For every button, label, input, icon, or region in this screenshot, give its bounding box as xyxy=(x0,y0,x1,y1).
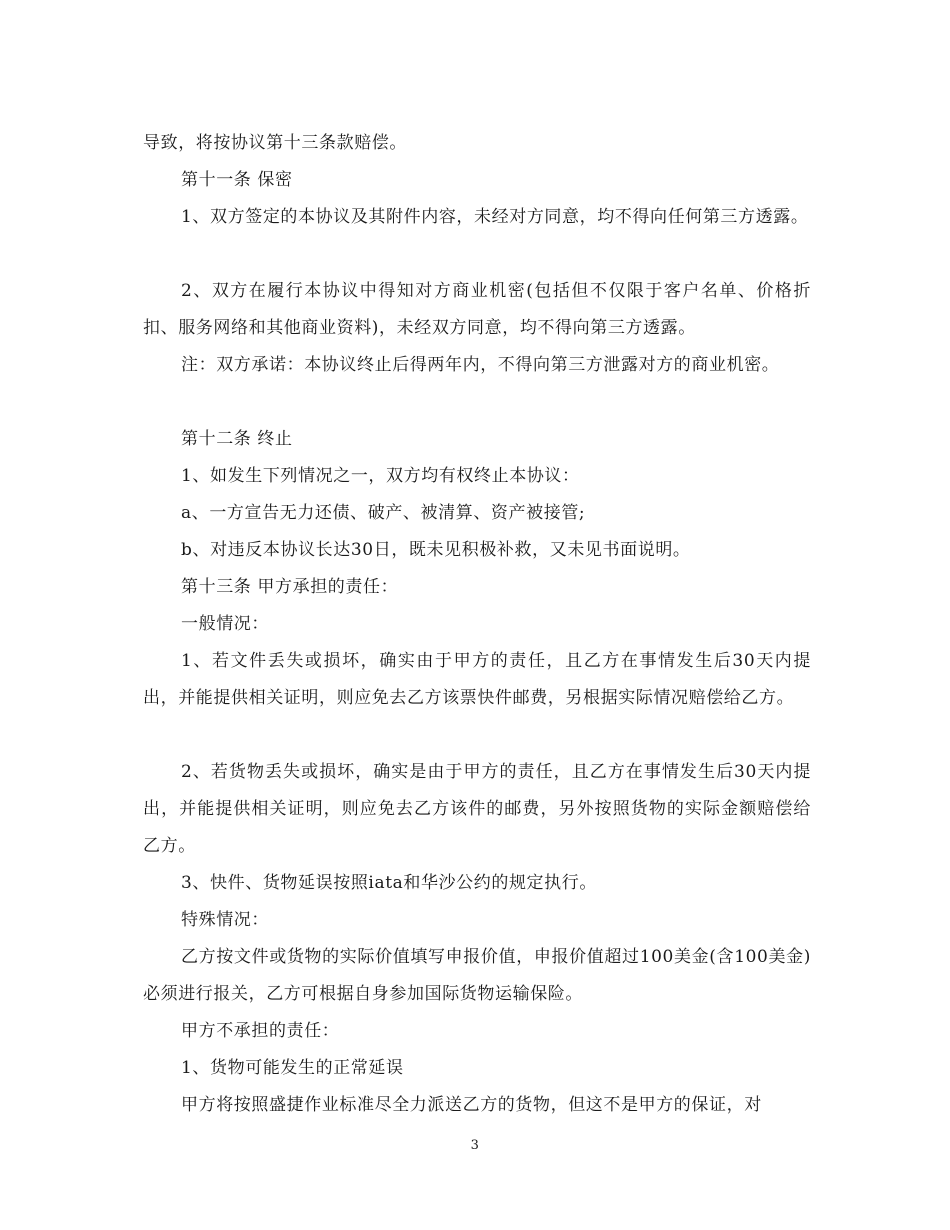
paragraph-9: b、对违反本协议长达30日，既未见积极补救，又未见书面说明。 xyxy=(181,540,691,560)
heading-article-13: 第十三条 甲方承担的责任： xyxy=(181,577,399,597)
paragraph-11: 一般情况： xyxy=(181,614,269,634)
paragraph-1: 导致，将按协议第十三条款赔偿。 xyxy=(143,133,407,153)
paragraph-17: 甲方不承担的责任： xyxy=(181,1021,340,1041)
paragraph-5: 注：双方承诺：本协议终止后得两年内，不得向第三方泄露对方的商业机密。 xyxy=(181,355,780,375)
paragraph-15: 特殊情况： xyxy=(181,910,269,930)
heading-article-12: 第十二条 终止 xyxy=(181,429,293,449)
paragraph-8: a、一方宣告无力还债、破产、被清算、资产被接管; xyxy=(181,503,586,523)
paragraph-4: 2、双方在履行本协议中得知对方商业机密(包括但不仅限于客户名单、价格折扣、服务网络和其他商业资料)，未经双方同意，均不得向第三方透露。 xyxy=(143,281,811,338)
paragraph-14: 3、快件、货物延误按照iata和华沙公约的规定执行。 xyxy=(181,873,597,893)
paragraph-16: 乙方按文件或货物的实际价值填写申报价值，申报价值超过100美金(含100美金)必须进行报关，乙方可根据自身参加国际货物运输保险。 xyxy=(143,947,811,1004)
paragraph-18: 1、货物可能发生的正常延误 xyxy=(181,1058,404,1078)
paragraph-19: 甲方将按照盛捷作业标准尽全力派送乙方的货物，但这不是甲方的保证，对 xyxy=(181,1095,762,1115)
paragraph-12: 1、若文件丢失或损坏，确实由于甲方的责任，且乙方在事情发生后30天内提出，并能提供相关证明，则应免去乙方该票快件邮费，另根据实际情况赔偿给乙方。 xyxy=(143,651,811,708)
heading-article-11: 第十一条 保密 xyxy=(181,170,293,190)
paragraph-3: 1、双方签定的本协议及其附件内容，未经对方同意，均不得向任何第三方透露。 xyxy=(181,207,809,227)
paragraph-13: 2、若货物丢失或损坏，确实是由于甲方的责任，且乙方在事情发生后30天内提出，并能提供相关证明，则应免去乙方该件的邮费，另外按照货物的实际金额赔偿给乙方。 xyxy=(143,762,811,856)
page-number: 3 xyxy=(470,1138,480,1153)
paragraph-7: 1、如发生下列情况之一，双方均有权终止本协议： xyxy=(181,466,580,486)
